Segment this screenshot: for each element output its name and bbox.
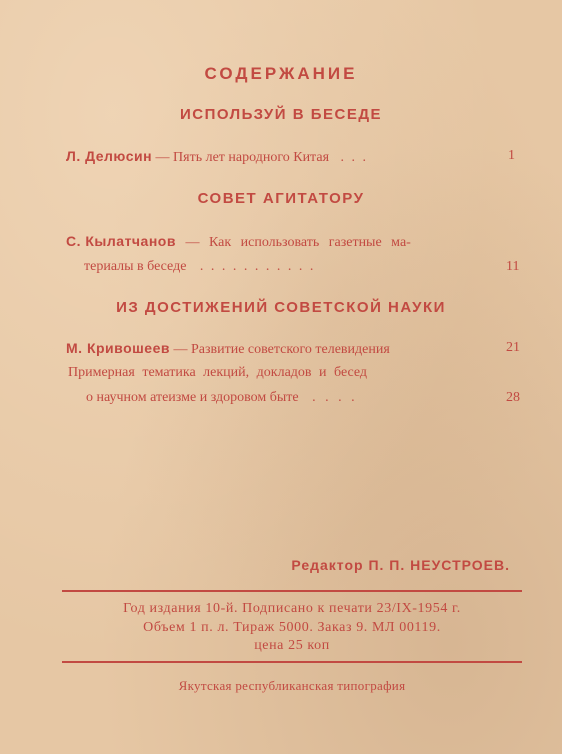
section-heading-1: ИСПОЛЬЗУЙ В БЕСЕДЕ — [179, 106, 383, 123]
toc-entry-1 — [66, 148, 368, 166]
imprint-top-rule — [62, 590, 522, 592]
toc-entry-page: 21 — [506, 340, 520, 355]
editor-credit: Редактор П. П. НЕУСТРОЕВ. — [291, 557, 510, 573]
toc-entry-title-cont: териалы в беседе — [84, 259, 187, 274]
toc-entry-2 — [66, 233, 411, 251]
contents-title: СОДЕРЖАНИЕ — [204, 64, 358, 83]
toc-entry-author: М. Кривошеев — [66, 340, 170, 356]
toc-entry-author: Л. Делюсин — [66, 148, 153, 164]
toc-entry-author: С. Кылатчанов — [66, 233, 176, 249]
toc-entry-page: 11 — [506, 259, 520, 274]
toc-entry-2-cont — [84, 259, 315, 275]
toc-entry-title: — Развитие советского телевидения — [173, 342, 390, 357]
toc-entry-4-cont — [86, 390, 358, 406]
toc-entry-title: — Пять лет народного Китая — [155, 150, 330, 165]
toc-entry-page: 28 — [506, 390, 520, 405]
section-heading-2: СОВЕТ АГИТАТОРУ — [197, 190, 365, 207]
toc-entry-4: Примерная тематика лекций, докладов и бесед — [68, 365, 368, 380]
imprint-line-2: Объем 1 п. л. Тираж 5000. Заказ 9. МЛ 00119. — [143, 620, 441, 635]
toc-entry-title-cont: о научном атеизме и здоровом быте — [86, 390, 299, 405]
imprint-price: цена 25 коп — [254, 638, 330, 653]
toc-entry-dots: . . . — [340, 150, 369, 165]
toc-entry-3 — [66, 340, 390, 358]
toc-entry-page: 1 — [508, 148, 515, 163]
printer-name: Якутская республиканская типография — [178, 678, 406, 693]
toc-entry-dots: . . . . — [312, 390, 358, 405]
section-heading-3: ИЗ ДОСТИЖЕНИЙ СОВЕТСКОЙ НАУКИ — [116, 299, 446, 316]
toc-entry-title: — Как использовать газетные ма- — [185, 235, 411, 250]
imprint-line-1: Год издания 10-й. Подписано к печати 23/IX-1954 г. — [123, 601, 461, 616]
toc-entry-dots: . . . . . . . . . . . — [199, 259, 316, 274]
imprint-bottom-rule — [62, 661, 522, 663]
